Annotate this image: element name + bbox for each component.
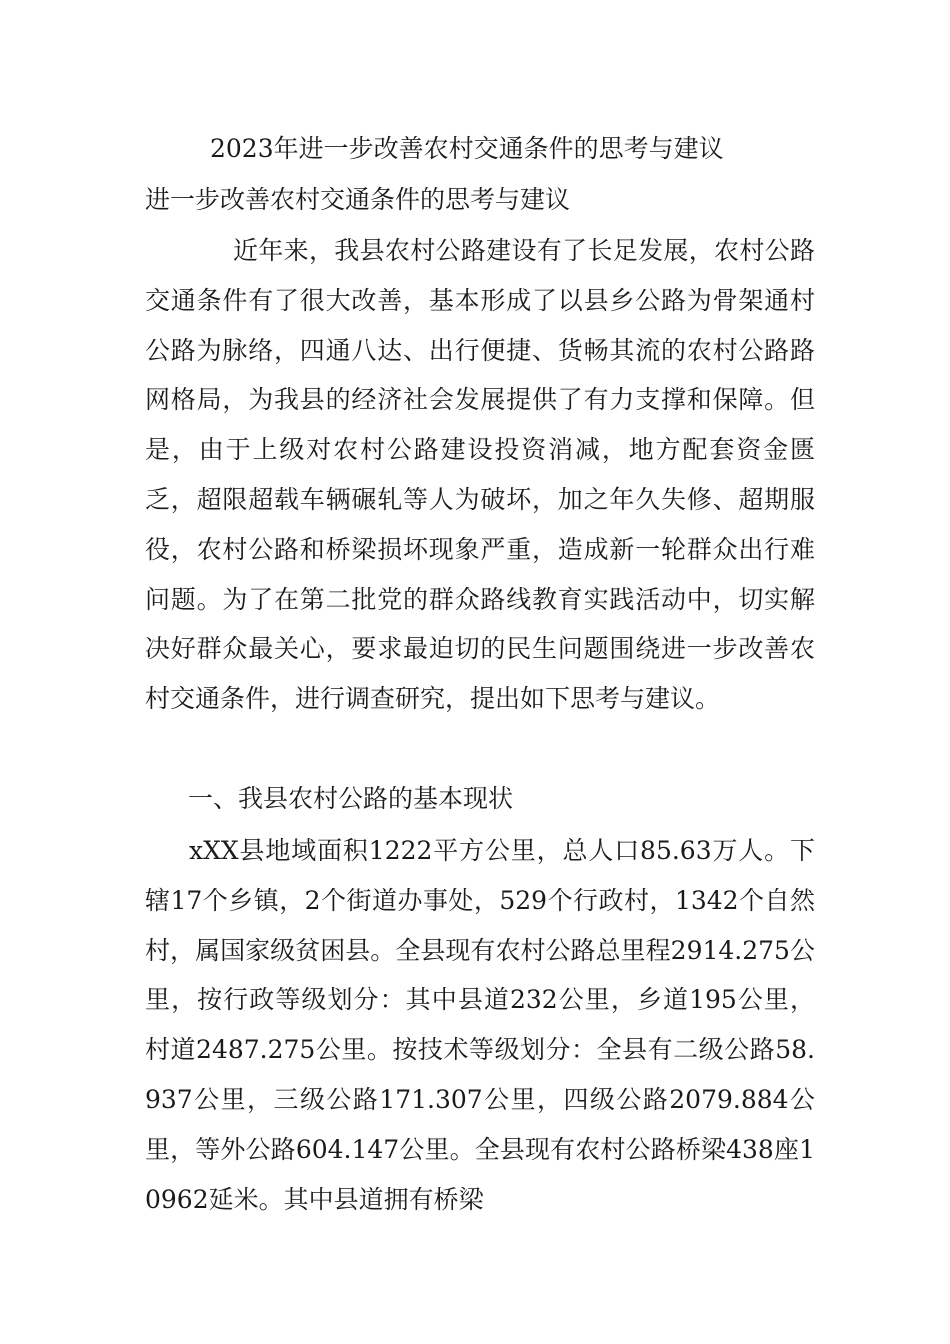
document-title: 2023年进一步改善农村交通条件的思考与建议: [210, 134, 724, 163]
section-heading: 一、我县农村公路的基本现状: [188, 784, 514, 813]
intro-paragraph: 近年来，我县农村公路建设有了长足发展，农村公路交通条件有了很大改善，基本形成了以县乡公路为骨架通村公路为脉络，四通八达、出行便捷、货畅其流的农村公路路网格局，为我县的经济社会发展提供了有力支撑和保障。但是，由于上级对农村公路建设投资消减，地方配套资金匮乏，超限超载车辆碾轧等人为破坏，加之年久失修、超期服役，农村公路和桥梁损坏现象严重，造成新一轮群众出行难问题。为了在第二批党的群众路线教育实践活动中，切实解决好群众最关心，要求最迫切的民生问题围绕进一步改善农村交通条件，进行调查研究，提出如下思考与建议。: [145, 236, 815, 714]
document-subtitle: 进一步改善农村交通条件的思考与建议: [145, 185, 571, 214]
section-paragraph: xXX县地域面积1222平方公里，总人口85.63万人。下辖17个乡镇，2个街道办事处，529个行政村，1342个自然村，属国家级贫困县。全县现有农村公路总里程2914.275公里，按行政等级划分：其中县道232公里，乡道195公里，村道2487.275公里。按技术等级划分：全县有二级公路58.937公里，三级公路171.307公里，四级公路2079.884公里，等外公路604.147公里。全县现有农村公路桥梁438座10962延米。其中县道拥有桥梁: [145, 836, 815, 1214]
